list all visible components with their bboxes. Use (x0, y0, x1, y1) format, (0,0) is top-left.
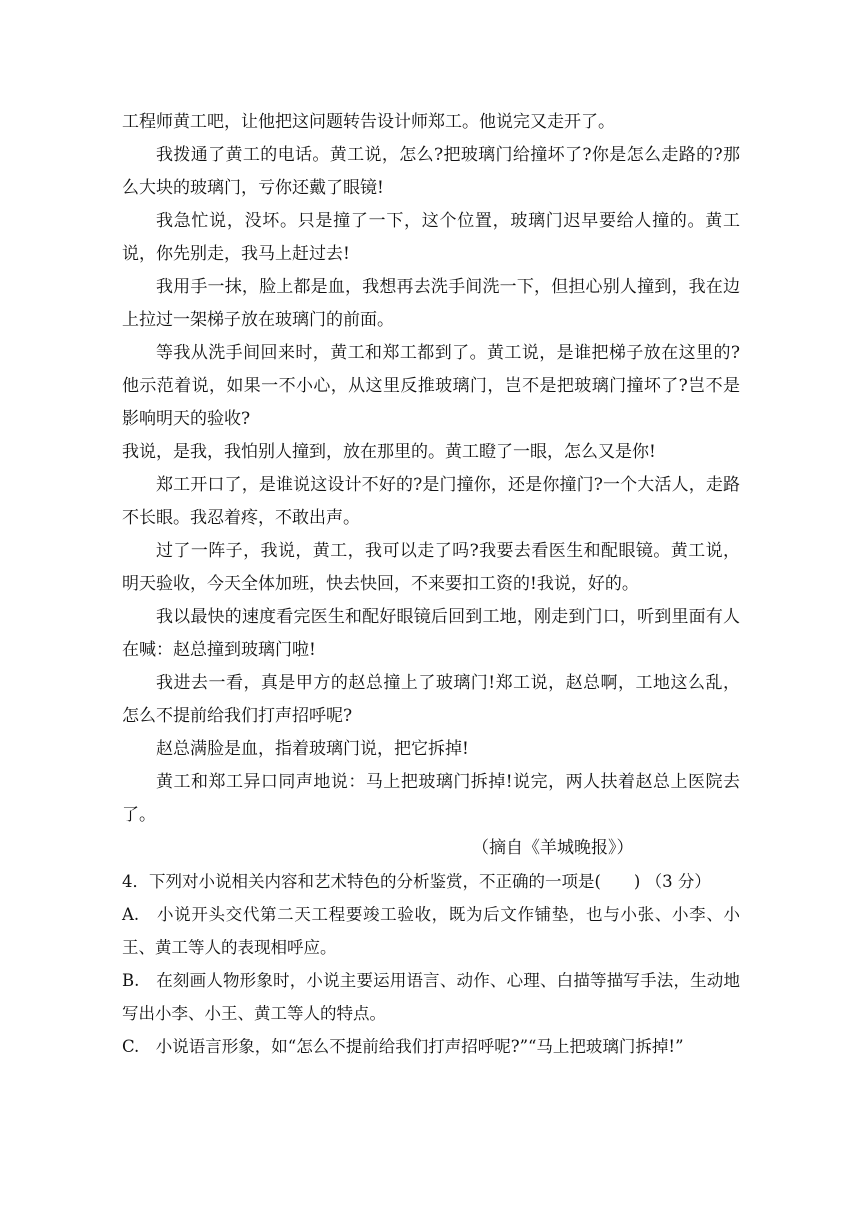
story-paragraph: 我以最快的速度看完医生和配好眼镜后回到工地，刚走到门口，听到里面有人在喊：赵总撞到玻璃门啦! (122, 607, 740, 660)
document-content (122, 106, 740, 1063)
story-paragraph: 我说，是我，我怕别人撞到，放在那里的。黄工瞪了一眼，怎么又是你! (122, 442, 656, 462)
story-paragraph: 我拨通了黄工的电话。黄工说，怎么?把玻璃门给撞坏了?你是怎么走路的?那么大块的玻璃门，亏你还戴了眼镜! (122, 145, 740, 198)
story-paragraph: 我用手一抹，脸上都是血，我想再去洗手间洗一下，但担心别人撞到，我在边上拉过一架梯子放在玻璃门的前面。 (122, 277, 740, 330)
story-text (122, 106, 740, 832)
story-paragraph: 赵总满脸是血，指着玻璃门说，把它拆掉! (156, 739, 469, 759)
story-paragraph: 黄工和郑工异口同声地说：马上把玻璃门拆掉!说完，两人扶着赵总上医院去了。 (122, 772, 740, 825)
story-paragraph: 工程师黄工吧，让他把这问题转告设计师郑工。他说完又走开了。 (122, 112, 615, 132)
story-paragraph: 过了一阵子，我说，黄工，我可以走了吗?我要去看医生和配眼镜。黄工说，明天验收，今天全体加班，快去快回，不来要扣工资的!我说，好的。 (122, 541, 740, 594)
story-paragraph: 我急忙说，没坏。只是撞了一下，这个位置，玻璃门迟早要给人撞的。黄工说，你先别走，我马上赶过去! (122, 211, 740, 264)
question-stem: 4．下列对小说相关内容和艺术特色的分析鉴赏，不正确的一项是( ) （3 分） (122, 872, 711, 891)
story-paragraph: 郑工开口了，是谁说这设计不好的?是门撞你，还是你撞门?一个大活人，走路不长眼。我忍着疼，不敢出声。 (122, 475, 740, 528)
source-citation: （摘自《羊城晚报》） (472, 838, 634, 858)
option-c: C. 小说语言形象，如“怎么不提前给我们打声招呼呢?”“马上把玻璃门拆掉!” (122, 1037, 684, 1056)
question-block (122, 865, 740, 1063)
option-b: B. 在刻画人物形象时，小说主要运用语言、动作、心理、白描等描写手法，生动地写出小李、小王、黄工等人的特点。 (122, 971, 740, 1023)
story-paragraph: 等我从洗手间回来时，黄工和郑工都到了。黄工说，是谁把梯子放在这里的?他示范着说，如果一不小心，从这里反推玻璃门，岂不是把玻璃门撞坏了?岂不是影响明天的验收? (122, 343, 740, 429)
story-paragraph: 我进去一看，真是甲方的赵总撞上了玻璃门!郑工说，赵总啊，工地这么乱，怎么不提前给我们打声招呼呢? (122, 673, 740, 726)
option-a: A. 小说开头交代第二天工程要竣工验收，既为后文作铺垫，也与小张、小李、小王、黄工等人的表现相呼应。 (122, 905, 740, 957)
